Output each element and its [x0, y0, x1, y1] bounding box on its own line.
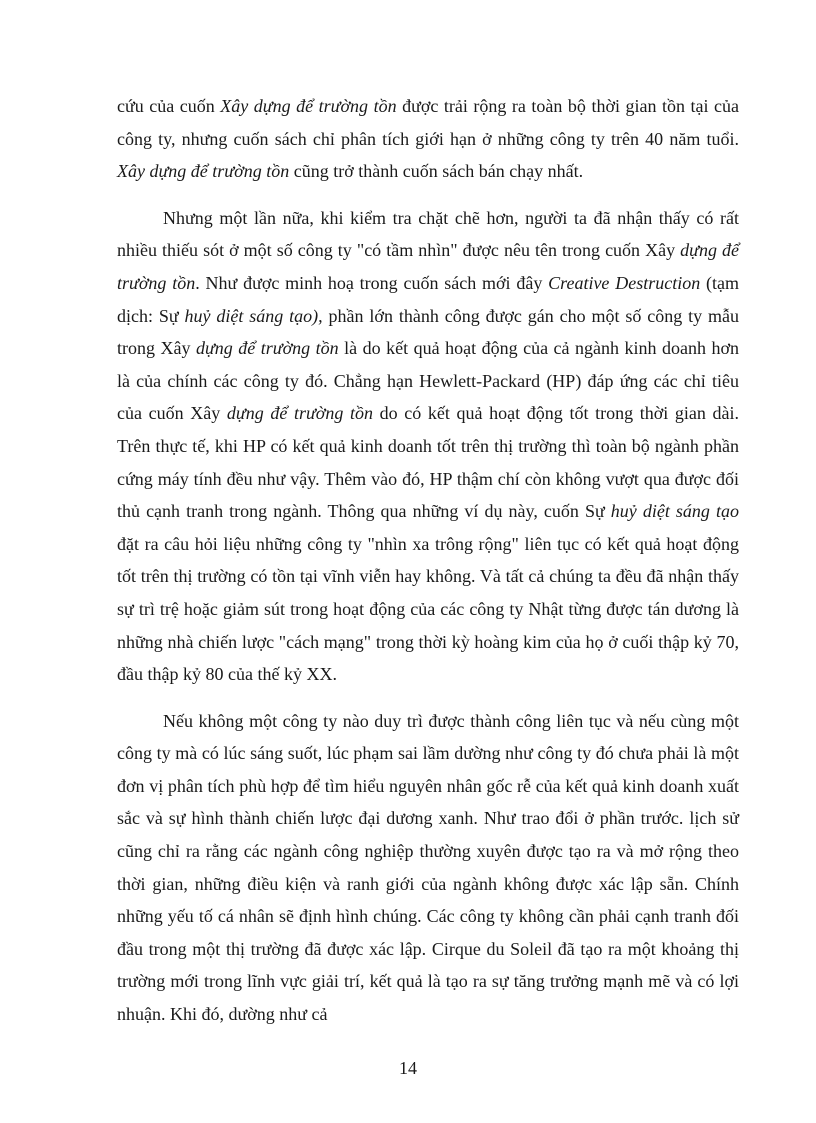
page-number: 14 [399, 1058, 417, 1078]
paragraph-1: cứu của cuốn Xây dựng để trường tồn được trải rộng ra toàn bộ thời gian tồn tại của công ty, nhưng cuốn sách chỉ phân tích giới hạn ở những công ty trên 40 năm tuổi. Xây dựng để trường tồn cũng trở thành cuốn sách bán chạy nhất. [117, 96, 740, 182]
paragraph-3: Nếu không một công ty nào duy trì được thành công liên tục và nếu cùng một công ty mà có lúc sáng suốt, lúc phạm sai lầm dường như công ty đó chưa phải là một đơn vị phân tích phù hợp để tìm hiểu nguyên nhân gốc rễ của kết quả kinh doanh xuất sắc và sự hình thành chiến lược đại dương xanh. Như trao đổi ở phần trước. lịch sử cũng chỉ ra rằng các ngành công nghiệp thường xuyên được tạo ra và mở rộng theo thời gian, những điều kiện và ranh giới của ngành không được xác lập sẵn. Chính những yếu tố cá nhân sẽ định hình chúng. Các công ty không cần phải cạnh tranh đối đầu trong một thị trường đã được xác lập. Cirque du Soleil đã tạo ra một khoảng thị trường mới trong lĩnh vực giải trí, kết quả là tạo ra sự tăng trưởng mạnh mẽ và có lợi nhuận. Khi đó, dường như cả [117, 710, 739, 1025]
paragraph-2: Nhưng một lần nữa, khi kiểm tra chặt chẽ hơn, người ta đã nhận thấy có rất nhiều thiếu sót ở một số công ty "có tầm nhìn" được nêu tên trong cuốn Xây dựng để trường tồn. Như được minh hoạ trong cuốn sách mới đây Creative Destruction (tạm dịch: Sự huỷ diệt sáng tạo), phần lớn thành công được gán cho một số công ty mẫu trong Xây dựng để trường tồn là do kết quả hoạt động của cả ngành kinh doanh hơn là của chính các công ty đó. Chẳng hạn Hewlett-Packard (HP) đáp ứng các chỉ tiêu của cuốn Xây dựng để trường tồn do có kết quả hoạt động tốt trong thời gian dài. Trên thực tế, khi HP có kết quả kinh doanh tốt trên thị trường thì toàn bộ ngành phần cứng máy tính đều như vậy. Thêm vào đó, HP thậm chí còn không vượt qua được đối thủ cạnh tranh trong ngành. Thông qua những ví dụ này, cuốn Sự huỷ diệt sáng tạo đặt ra câu hỏi liệu những công ty "nhìn xa trông rộng" liên tục có kết quả hoạt động tốt trên thị trường có tồn tại vĩnh viễn hay không. Và tất cả chúng ta đều đã nhận thấy sự trì trệ hoặc giảm sút trong hoạt động của các công ty Nhật từng được tán dương là những nhà chiến lược "cách mạng" trong thời kỳ hoàng kim của họ ở cuối thập kỷ 70, đầu thập kỷ 80 của thế kỷ XX. [117, 207, 739, 685]
body-text [117, 90, 739, 1031]
